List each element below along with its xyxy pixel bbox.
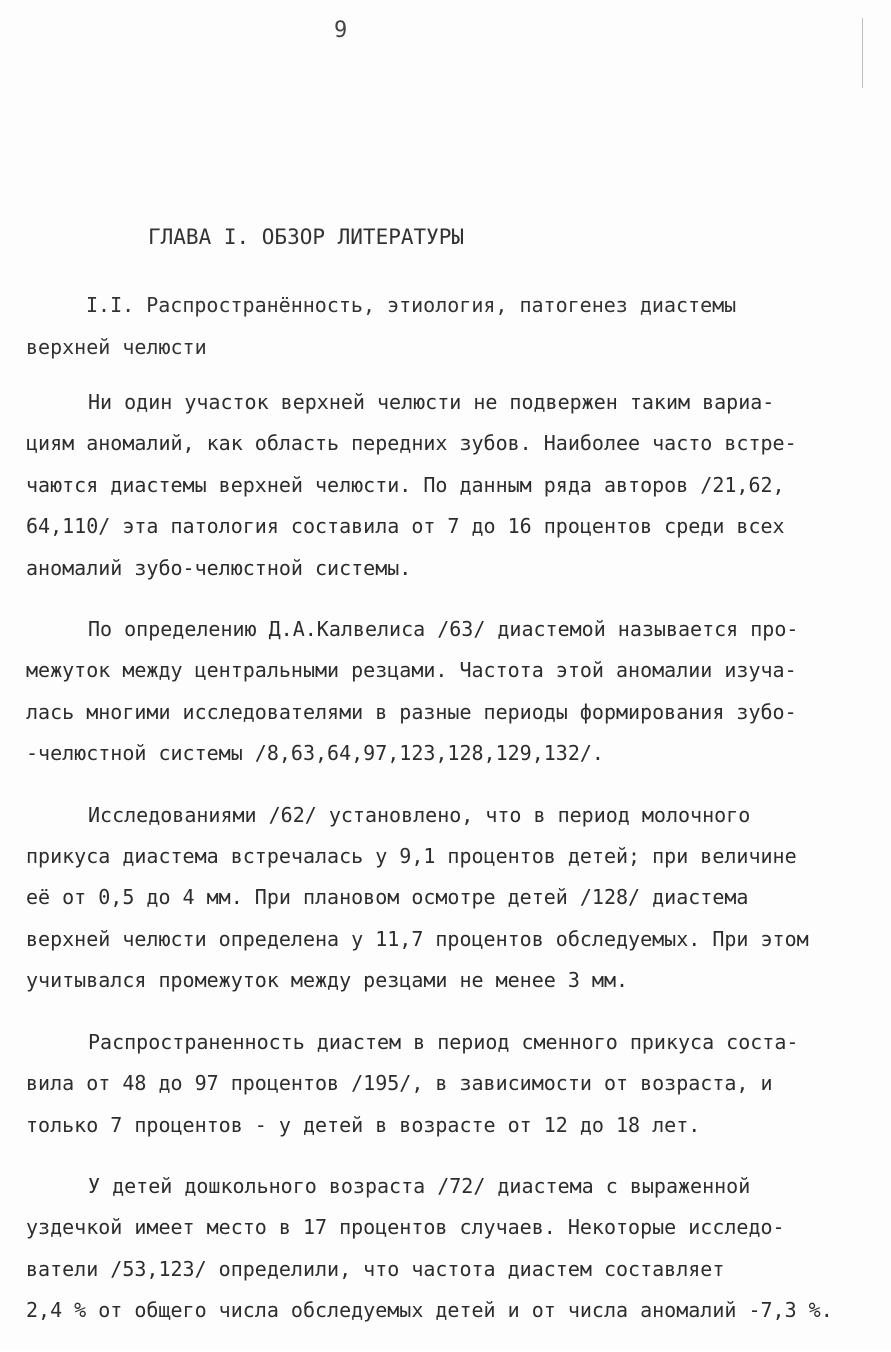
text-line: 2,4 % от общего числа обследуемых детей и от числа аномалий -7,3 %. [26, 1298, 833, 1323]
body-text [26, 382, 871, 1352]
text-line: Исследованиями /62/ установлено, что в период молочного [88, 802, 751, 827]
text-line: -челюстной системы /8,63,64,97,123,128,129,132/. [26, 741, 604, 766]
chapter-title: ГЛАВА I. ОБЗОР ЛИТЕРАТУРЫ [148, 225, 465, 249]
paragraph [26, 1166, 871, 1332]
text-line: межуток между центральными резцами. Частота этой аномалии изуча- [26, 658, 797, 683]
text-line: только 7 процентов - у детей в возрасте от 12 до 18 лет. [26, 1112, 701, 1137]
text-line: Ни один участок верхней челюсти не подвержен таким вариа- [88, 390, 775, 414]
text-line: 64,110/ эта патология составила от 7 до 16 процентов среди всех [26, 514, 785, 539]
text-line: По определению Д.А.Калвелиса /63/ диастемой называется про- [88, 617, 799, 642]
text-line: учитывался промежуток между резцами не менее 3 мм. [26, 968, 629, 993]
section-title-line: верхней челюсти [26, 335, 207, 359]
section-title [26, 284, 846, 368]
paragraph [26, 382, 871, 589]
text-line: лась многими исследователями в разные периоды формирования зубо- [26, 699, 797, 724]
text-line: аномалий зубо-челюстной системы. [26, 555, 412, 580]
text-line: ватели /53,123/ определили, что частота диастем составляет [26, 1256, 725, 1281]
text-line: Распространенность диастем в период сменного прикуса соста- [88, 1029, 799, 1054]
text-line: уздечкой имеет место в 17 процентов случаев. Некоторые исследо- [26, 1215, 785, 1240]
paragraph [26, 1022, 871, 1146]
page-number: 9 [334, 18, 348, 43]
text-line: её от 0,5 до 4 мм. При плановом осмотре детей /128/ диастема [26, 885, 749, 910]
page-edge-divider [862, 18, 863, 88]
paragraph [26, 795, 871, 1002]
text-line: вила от 48 до 97 процентов /195/, в зависимости от возраста, и [26, 1071, 773, 1096]
paragraph [26, 609, 871, 775]
text-line: чаются диастемы верхней челюсти. По данным ряда авторов /21,62, [26, 472, 785, 497]
section-title-line: I.I. Распространённость, этиология, патогенез диастемы [86, 293, 737, 317]
text-line: У детей дошкольного возраста /72/ диастема с выраженной [88, 1173, 751, 1198]
text-line: верхней челюсти определена у 11,7 процентов обследуемых. При этом [26, 926, 809, 951]
text-line: циям аномалий, как область передних зубов. Наиболее часто встре- [26, 431, 797, 456]
text-line: прикуса диастема встречалась у 9,1 процентов детей; при величине [26, 844, 797, 869]
